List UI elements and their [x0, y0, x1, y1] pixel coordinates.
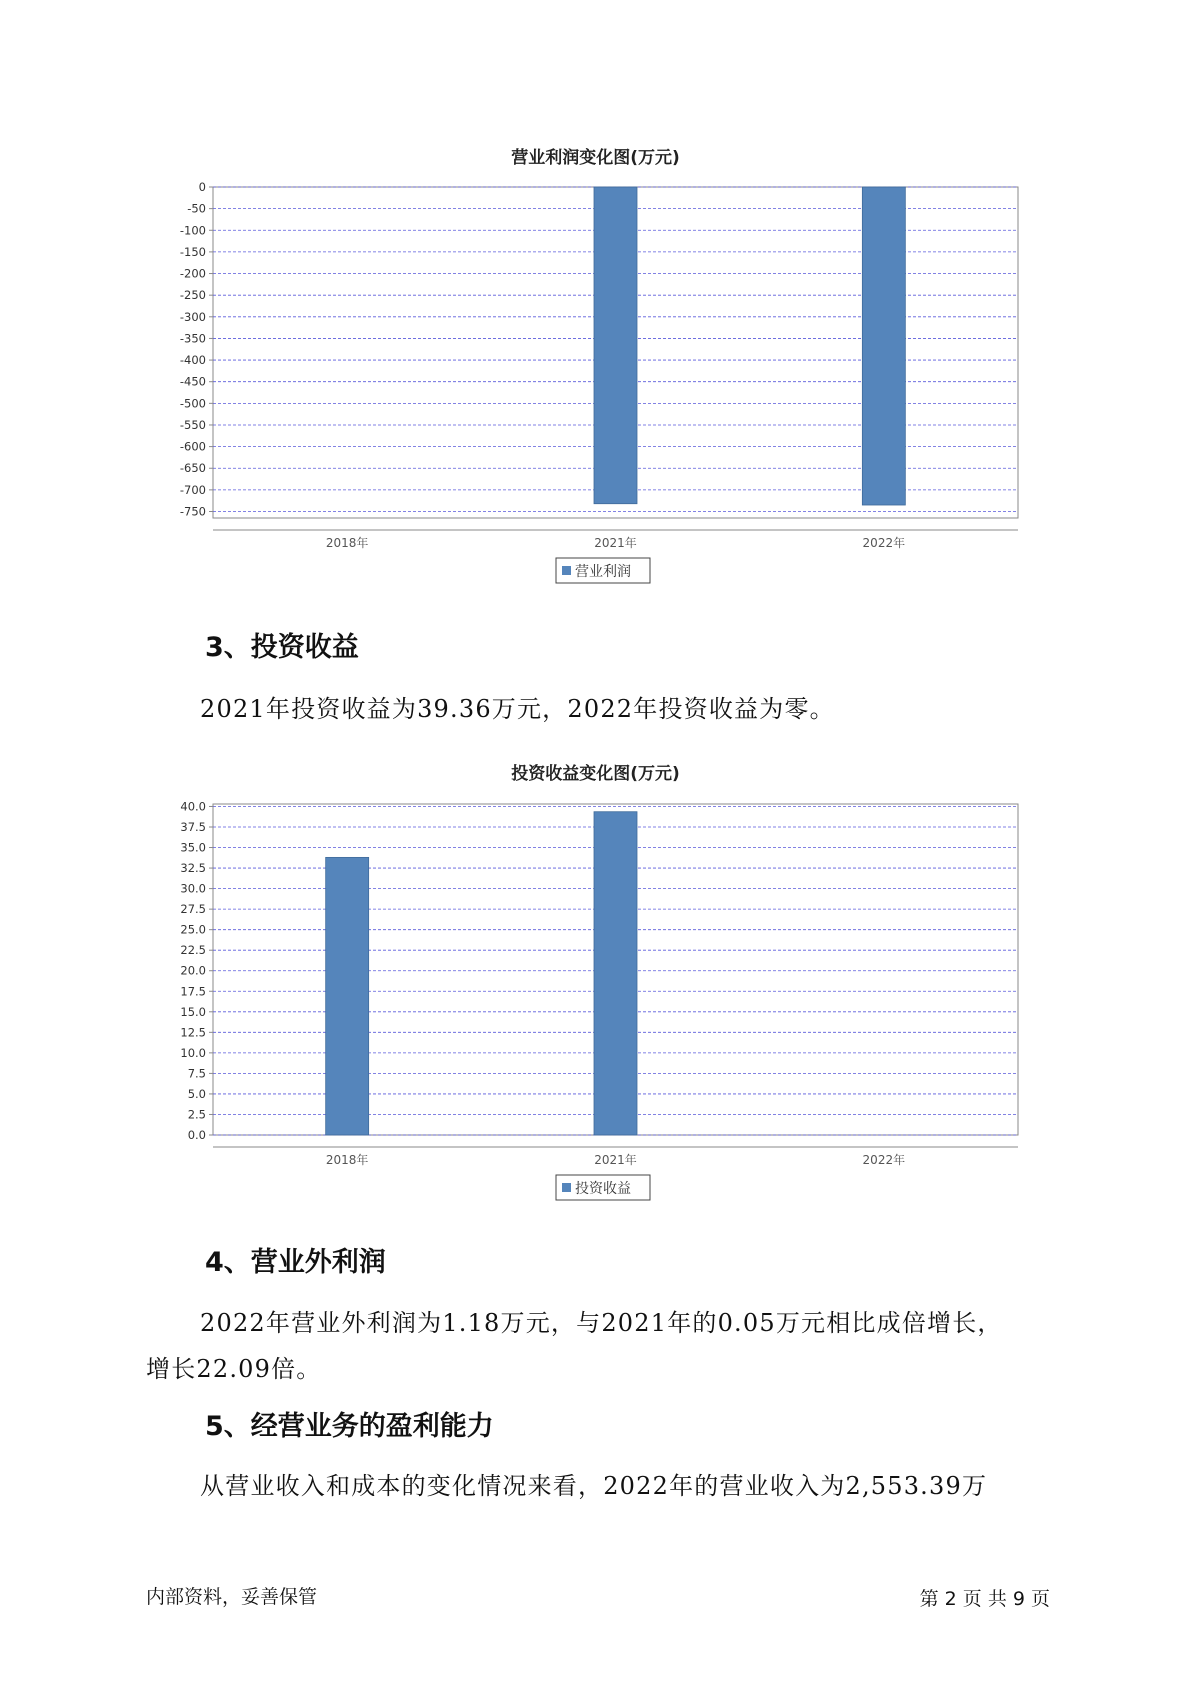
- section-heading-investment: 3、投资收益: [205, 632, 359, 663]
- section-heading-non-operating: 4、营业外利润: [205, 1247, 386, 1278]
- paragraph-non-operating-line2: 增长22.09倍。: [146, 1355, 322, 1383]
- investment-income-bar-2: [594, 812, 637, 1135]
- operating-profit-y-tick-label: -650: [179, 461, 206, 476]
- investment-income-x-tick-label: 2022年: [862, 1153, 906, 1167]
- operating-profit-y-tick-label: -100: [179, 223, 206, 238]
- investment-income-chart: [0, 787, 1191, 1207]
- footer-confidential-note: 内部资料，妥善保管: [146, 1586, 318, 1608]
- operating-profit-y-tick-label: -600: [179, 439, 206, 454]
- investment-income-y-tick-label: 40.0: [180, 799, 206, 814]
- chart-title-investment-income: 投资收益变化图(万元): [511, 764, 680, 784]
- investment-income-y-tick-label: 17.5: [180, 984, 206, 999]
- operating-profit-bar-3: [862, 187, 905, 505]
- paragraph-non-operating-line1: 2022年营业外利润为1.18万元，与2021年的0.05万元相比成倍增长，: [200, 1309, 1003, 1337]
- operating-profit-y-tick-label: -350: [179, 331, 206, 346]
- investment-income-legend-label: 投资收益: [575, 1181, 631, 1197]
- paragraph-investment: [146, 686, 1046, 732]
- operating-profit-y-tick-label: -200: [179, 266, 206, 281]
- investment-income-x-tick-label: 2021年: [594, 1153, 637, 1167]
- investment-income-y-tick-label: 20.0: [180, 963, 206, 978]
- operating-profit-x-tick-label: 2018年: [325, 536, 369, 550]
- operating-profit-y-tick-label: -450: [179, 374, 206, 389]
- investment-income-y-tick-label: 27.5: [180, 902, 206, 917]
- paragraph-non-operating: [146, 1300, 1046, 1392]
- operating-profit-y-tick-label: -500: [179, 396, 206, 411]
- investment-income-y-tick-label: 32.5: [180, 861, 206, 876]
- operating-profit-y-tick-label: -300: [179, 309, 206, 324]
- investment-income-y-tick-label: 37.5: [180, 819, 206, 834]
- operating-profit-y-tick-label: -250: [179, 288, 206, 303]
- operating-profit-bar-2: [594, 187, 637, 504]
- investment-income-x-tick-label: 2018年: [325, 1153, 369, 1167]
- operating-profit-y-tick-label: 0: [198, 180, 206, 194]
- operating-profit-y-tick-label: -550: [179, 417, 206, 432]
- section-heading-profitability: 5、经营业务的盈利能力: [205, 1411, 494, 1442]
- operating-profit-legend-swatch: [562, 566, 571, 575]
- investment-income-y-tick-label: 35.0: [180, 840, 206, 855]
- operating-profit-legend-label: 营业利润: [575, 564, 631, 580]
- investment-income-y-tick-label: 2.5: [187, 1107, 206, 1122]
- paragraph-profitability: [146, 1463, 1046, 1509]
- operating-profit-y-tick-label: -400: [179, 353, 206, 368]
- investment-income-y-tick-label: 30.0: [180, 881, 206, 896]
- investment-income-y-tick-label: 10.0: [180, 1045, 206, 1060]
- operating-profit-y-tick-label: -50: [187, 201, 206, 216]
- paragraph-investment-text: 2021年投资收益为39.36万元，2022年投资收益为零。: [200, 695, 835, 723]
- investment-income-y-tick-label: 15.0: [180, 1004, 206, 1019]
- investment-income-y-tick-label: 25.0: [180, 922, 206, 937]
- operating-profit-y-tick-label: -150: [179, 244, 206, 259]
- paragraph-profitability-text: 从营业收入和成本的变化情况来看，2022年的营业收入为2,553.39万: [200, 1472, 988, 1500]
- operating-profit-x-tick-label: 2022年: [862, 536, 906, 550]
- operating-profit-x-tick-label: 2021年: [594, 536, 637, 550]
- footer-page-number: 第 2 页 共 9 页: [919, 1588, 1050, 1610]
- chart-title-operating-profit: 营业利润变化图(万元): [511, 148, 680, 168]
- investment-income-y-tick-label: 7.5: [187, 1066, 206, 1081]
- investment-income-y-tick-label: 22.5: [180, 943, 206, 958]
- operating-profit-chart: [0, 170, 1191, 590]
- operating-profit-y-tick-label: -750: [179, 504, 206, 519]
- investment-income-y-tick-label: 0.0: [187, 1128, 206, 1142]
- investment-income-bar-1: [326, 857, 369, 1135]
- operating-profit-y-tick-label: -700: [179, 482, 206, 497]
- investment-income-y-tick-label: 12.5: [180, 1025, 206, 1040]
- investment-income-legend-swatch: [562, 1183, 571, 1192]
- investment-income-y-tick-label: 5.0: [187, 1086, 206, 1101]
